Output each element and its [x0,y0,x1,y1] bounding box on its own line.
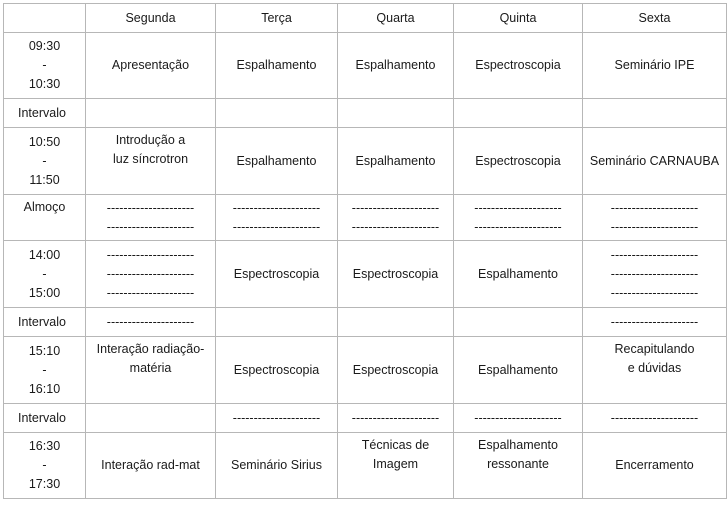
schedule-table [3,3,727,499]
time-cell: 10:50 - 11:50 [4,128,86,195]
slot-cell-segunda [86,404,216,433]
slot-cell-segunda: --------------------- --------------------- --------------------- [86,241,216,308]
slot-cell-quinta [454,308,583,337]
header-cell-segunda: Segunda [86,4,216,33]
header-row [4,4,727,33]
slot-cell-quinta: Espectroscopia [454,33,583,99]
lunch-label: Almoço [4,195,86,241]
header-cell-time [4,4,86,33]
break-label: Intervalo [4,404,86,433]
slot-cell-quarta: --------------------- [338,404,454,433]
slot-cell-sexta: Seminário CARNAUBA [583,128,727,195]
slot-cell-quinta: --------------------- --------------------- [454,195,583,241]
slot-cell-segunda: --------------------- --------------------- [86,195,216,241]
slot-cell-segunda: Introdução a luz síncrotron [86,128,216,195]
table-row [4,195,727,241]
slot-cell-quinta: Espectroscopia [454,128,583,195]
slot-cell-quinta: --------------------- [454,404,583,433]
slot-cell-sexta: Encerramento [583,433,727,499]
slot-cell-segunda: Interação radiação- matéria [86,337,216,404]
slot-cell-terca: Seminário Sirius [216,433,338,499]
header-cell-quinta: Quinta [454,4,583,33]
slot-cell-quinta: Espalhamento ressonante [454,433,583,499]
slot-cell-quarta [338,99,454,128]
time-cell: 15:10 - 16:10 [4,337,86,404]
table-row [4,433,727,499]
slot-cell-terca: Espectroscopia [216,241,338,308]
time-cell: 14:00 - 15:00 [4,241,86,308]
slot-cell-terca [216,308,338,337]
table-row [4,33,727,99]
slot-cell-sexta: --------------------- --------------------- [583,195,727,241]
slot-cell-quinta [454,99,583,128]
slot-cell-segunda: --------------------- [86,308,216,337]
header-cell-quarta: Quarta [338,4,454,33]
slot-cell-quarta: Espalhamento [338,128,454,195]
table-row [4,99,727,128]
slot-cell-sexta: --------------------- [583,308,727,337]
time-cell: 09:30 - 10:30 [4,33,86,99]
slot-cell-sexta: Recapitulando e dúvidas [583,337,727,404]
slot-cell-sexta: --------------------- --------------------- --------------------- [583,241,727,308]
slot-cell-segunda: Interação rad-mat [86,433,216,499]
table-row [4,241,727,308]
table-row [4,337,727,404]
slot-cell-quarta: Espectroscopia [338,337,454,404]
slot-cell-quarta: Espectroscopia [338,241,454,308]
table-row [4,128,727,195]
slot-cell-terca [216,99,338,128]
break-label: Intervalo [4,99,86,128]
slot-cell-terca: Espalhamento [216,33,338,99]
slot-cell-quarta: Espalhamento [338,33,454,99]
slot-cell-quarta: Técnicas de Imagem [338,433,454,499]
table-row [4,404,727,433]
slot-cell-sexta [583,99,727,128]
time-cell: 16:30 - 17:30 [4,433,86,499]
slot-cell-terca: Espectroscopia [216,337,338,404]
slot-cell-quarta: --------------------- --------------------- [338,195,454,241]
break-label: Intervalo [4,308,86,337]
slot-cell-sexta: Seminário IPE [583,33,727,99]
slot-cell-terca: --------------------- --------------------- [216,195,338,241]
table-row [4,308,727,337]
header-cell-terca: Terça [216,4,338,33]
slot-cell-quinta: Espalhamento [454,241,583,308]
slot-cell-quarta [338,308,454,337]
slot-cell-segunda [86,99,216,128]
slot-cell-terca: --------------------- [216,404,338,433]
slot-cell-terca: Espalhamento [216,128,338,195]
header-cell-sexta: Sexta [583,4,727,33]
slot-cell-quinta: Espalhamento [454,337,583,404]
slot-cell-sexta: --------------------- [583,404,727,433]
slot-cell-segunda: Apresentação [86,33,216,99]
